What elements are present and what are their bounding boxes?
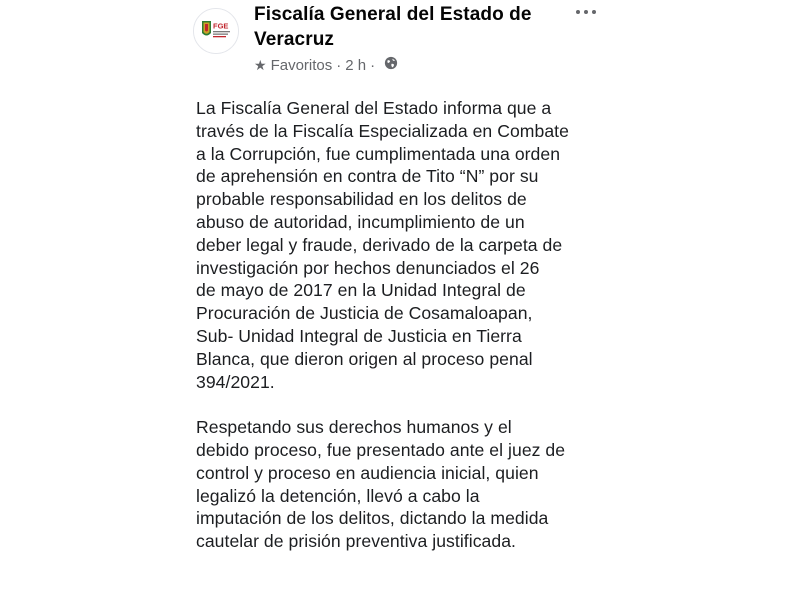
more-dot bbox=[576, 10, 580, 14]
page-avatar[interactable] bbox=[193, 8, 239, 54]
star-icon: ★ bbox=[254, 56, 267, 73]
more-options-button[interactable] bbox=[566, 0, 606, 24]
audience-label[interactable]: Favoritos bbox=[270, 56, 333, 74]
fge-logo-icon bbox=[194, 9, 238, 53]
post-body bbox=[196, 97, 616, 553]
logo-fge-text: FGE bbox=[213, 21, 229, 31]
post-meta bbox=[254, 55, 398, 75]
meta-separator-2: · bbox=[370, 56, 376, 74]
more-dot bbox=[584, 10, 588, 14]
page-name-link[interactable]: Fiscalía General del Estado de Veracruz bbox=[254, 4, 532, 50]
globe-icon[interactable] bbox=[384, 56, 398, 74]
more-dot bbox=[592, 10, 596, 14]
post-time-link[interactable]: 2 h bbox=[345, 56, 367, 74]
post-paragraph-2: Respetando sus derechos humanos y el debido proceso, fue presentado ante el juez de control y proceso en audiencia inicial, quien legalizó la detención, llevó a cabo la imputación de los delitos, dictando la medida cautelar de prisión preventiva justificada. bbox=[196, 417, 566, 552]
post-paragraph-1: La Fiscalía General del Estado informa que a través de la Fiscalía Especializada en Combate a la Corrupción, fue cumplimentada una orden de aprehensión en contra de Tito “N” por su probable responsabilidad en los delitos de abuso de autoridad, incumplimiento de un deber legal y fraude, derivado de la carpeta de investigación por hechos denunciados el 26 de mayo de 2017 en la Unidad Integral de Procuración de Justicia de Cosamaloapan, Sub- Unidad Integral de Justicia en Tierra Blanca, que dieron origen al proceso penal 394/2021. bbox=[196, 98, 569, 392]
meta-separator: · bbox=[336, 56, 342, 74]
